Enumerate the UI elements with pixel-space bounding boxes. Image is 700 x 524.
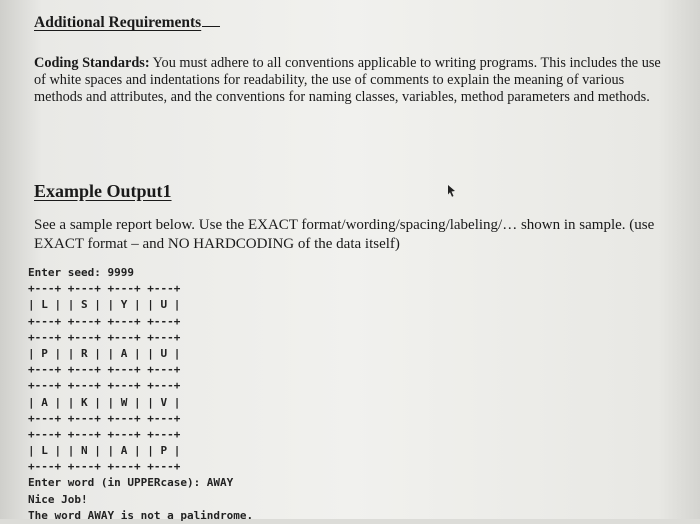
console-line: +---+ +---+ +---+ +---+ (28, 460, 181, 474)
console-line: | A | | K | | W | | V | (28, 395, 181, 409)
console-line: Enter seed: 9999 (28, 266, 134, 279)
example-description: See a sample report below. Use the EXACT format/wording/spacing/labeling/… shown in sample. (use EXACT format – and NO HARDCODING of the data itself) (34, 217, 655, 252)
example-output-heading: Example Output1 (34, 181, 172, 201)
console-line: Nice Job! (28, 492, 88, 506)
coding-standards-label: Coding Standards: (34, 55, 150, 71)
console-line: +---+ +---+ +---+ +---+ (28, 330, 181, 344)
console-output (28, 265, 253, 524)
coding-standards-paragraph (34, 55, 674, 107)
additional-requirements-title: Additional Requirements (34, 14, 202, 31)
console-line: The word AWAY is not a palindrome. (28, 508, 254, 522)
console-line: +---+ +---+ +---+ +---+ (28, 411, 181, 425)
console-line: +---+ +---+ +---+ +---+ (28, 379, 181, 393)
console-line: +---+ +---+ +---+ +---+ (28, 427, 181, 441)
console-line: | L | | N | | A | | P | (28, 444, 181, 458)
mouse-pointer-icon (445, 184, 457, 198)
console-line: | P | | R | | A | | U | (28, 346, 181, 360)
console-line: +---+ +---+ +---+ +---+ (28, 314, 181, 328)
console-line: +---+ +---+ +---+ +---+ (28, 363, 181, 377)
console-line: | L | | S | | Y | | U | (28, 298, 181, 312)
console-line: +---+ +---+ +---+ +---+ (28, 282, 181, 296)
additional-requirements-heading (34, 14, 220, 32)
heading-underline-extension (202, 26, 220, 27)
console-line: Enter word (in UPPERcase): AWAY (28, 476, 234, 490)
coding-standards-text: You must adhere to all conventions applicable to writing programs. This includes the use of white spaces and indentations for readability, the use of comments to explain the meaning of various methods and attributes, and the conventions for naming classes, variables, method parameters and methods. (34, 55, 661, 106)
